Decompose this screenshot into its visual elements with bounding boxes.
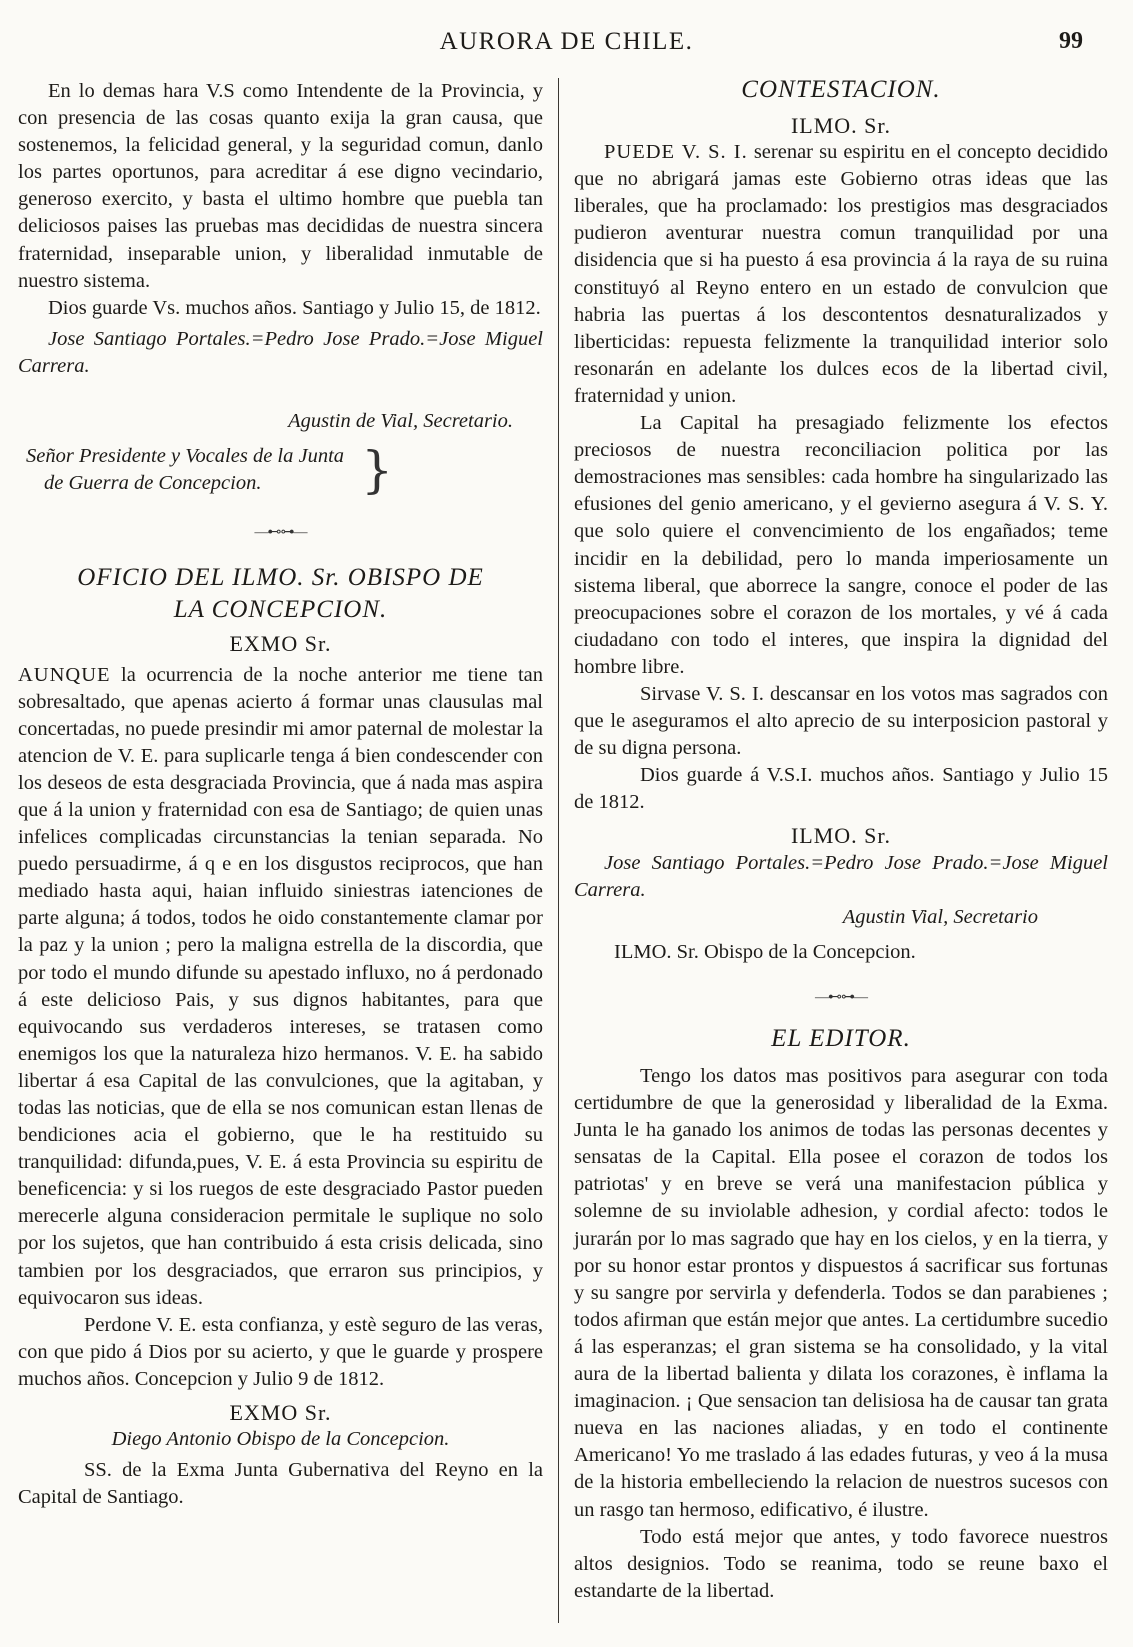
- left-addressee: [18, 441, 543, 500]
- contestacion-heading: CONTESTACION.: [741, 76, 941, 103]
- editor-heading: EL EDITOR.: [771, 1025, 911, 1052]
- editor-paragraph-2: Todo está mejor que antes, y todo favorece nuestros altos designios. Todo se reanima, todo se reune baxo el estandarte de la libertad.: [574, 1525, 1108, 1602]
- salutation: EXMO Sr.: [229, 631, 332, 657]
- editor-paragraph-1: Tengo los datos mas positivos para asegurar con toda certidumbre de que la generosidad y liberalidad de la Exma. Junta le ha ganado los animos de todas las personas decentes y sensatas de la Capital. Ella posee el corazon de todos los patriotas' y en breve se verá una manifestacion pública y solemne de su inviolable adhesion, y cordial afecto: todos le jurarán por lo mas sagrado que hay en los cielos, y en la tierra, y por su honor estar prontos y dispuestos á sacrificar sus fortunas y su sangre por servirla y defenderla. Todos se dan parabienes ; todos afirman que están mejor que antes. La certidumbre sucedio á las esperanzas; el gran sistema se ha consolidado, y la vital aura de la libertad balienta y dilata los corazones, è inflama la imaginacion. ¡ Que sensacion tan delisiosa ha de causar tan grata nueva en las naciones aliadas, y en todo el continente Americano! Yo me traslado á las edades futuras, y veo á la musa de la historia embelleciendo la relacion de nuestros sucesos con un rasgo tan hermoso, edificativo, é ilustre.: [574, 1065, 1108, 1521]
- section-heading-line-2: LA CONCEPCION.: [173, 596, 388, 624]
- right-paragraph-4: Dios guarde á V.S.I. muchos años. Santiago y Julio 15 de 1812.: [574, 764, 1108, 814]
- right-salutation: ILMO. Sr.: [790, 113, 892, 138]
- left-signatures: Jose Santiago Portales.=Pedro Jose Prado.=Jose Miguel Carrera.: [18, 327, 543, 377]
- ornament-divider: —⊷⊶—: [254, 525, 307, 541]
- right-column: [574, 78, 1108, 1605]
- closing-salutation: EXMO Sr.: [229, 1400, 332, 1426]
- body-lead-word: AUNQUE: [18, 663, 111, 686]
- right-paragraph-1-text: serenar su espiritu en el concepto decidido que no abrigará jamas este Gobierno otras ideas que las liberales, que ha proclamado: los prestigios mas desgraciados pudieron aventurar nuestra comun tranquilidad por una disidencia que si ha puesto á esa provincia á la raya de su ruina constituyó al Reyno entero en un estado de convulcion que habria las puertas á los descontentos desnaturalizados y liberticidas: repuesta felizmente la tranquilidad interior solo resonarán en adelante los dulces ecos de la libertad civil, fraternidad y union.: [574, 141, 1108, 407]
- newspaper-title: AURORA DE CHILE.: [439, 28, 694, 55]
- right-paragraph-1: [574, 139, 1108, 410]
- ornament-divider-2: —⊷⊶—: [815, 989, 867, 1005]
- right-secretary: Agustin Vial, Secretario: [842, 905, 1038, 928]
- final-addressee: SS. de la Exma Junta Gubernativa del Reyno en la Capital de Santiago.: [18, 1459, 543, 1509]
- right-paragraph-2: La Capital ha presagiado felizmente los efectos preciosos de nuestra reconciliacion politica por las demostraciones mas sensibles: cada hombre ha singularizado las efusiones del genio americano, y el gevierno asegura á V. S. Y. que solo quiere el convencimiento de los engañados; teme incidir en la debilidad, pero lo manda imperiosamente un sistema liberal, que aborrece la sangre, conoce el poder de las preocupaciones sobre el corazon de los mortales, y vé á cada ciudadano con todo el interes, que inspira la dignidad del hombre libre.: [574, 412, 1108, 678]
- left-column: [18, 78, 543, 1511]
- running-head: [0, 28, 1133, 58]
- left-paragraph-2: Dios guarde Vs. muchos años. Santiago y Julio 15, de 1812.: [48, 296, 541, 319]
- right-paragraph-3: Sirvase V. S. I. descansar en los votos mas sagrados con que le aseguramos el alto aprecio de su interposicion pastoral y de su digna persona.: [574, 682, 1108, 760]
- bishop-letter-body: [18, 662, 543, 1312]
- right-signatures: Jose Santiago Portales.=Pedro Jose Prado.=Jose Miguel Carrera.: [574, 851, 1108, 901]
- right-salutation-2: ILMO. Sr.: [790, 823, 892, 849]
- addressee-line-1: Señor Presidente y Vocales de la Junta: [26, 445, 345, 468]
- brace-icon: }: [361, 441, 393, 500]
- body-text: la ocurrencia de la noche anterior me tiene tan sobresaltado, que apenas acierto á formar unas clausulas mal concertadas, no puede presindir mi amor paternal de molestar la atencion de V. E. para suplicarle tenga á bien condescender con los deseos de esta desgraciada Provincia, que á nada mas aspira que á la union y fraternidad con esa de Santiago; de quien unas infelices complicadas circunstancias la tenian separada. No puedo persuadirme, á q e en los disgustos reciprocos, que han mediado hasta aqui, haian influido siniestras iatenciones de parte alguna; á todos, todos he oido constantemente clamar por la paz y la union ; pero la maligna estrella de la discordia, que por todo el mundo difunde su apestado influxo, no á perdonado á este delicioso Pais, y sus dignos habitantes, para que equivocando sus verdaderos intereses, se tratasen como enemigos los que la naturaleza hizo hermanos. V. E. ha sabido libertar á esa Capital de las convulciones, que la agitaban, y todas las noticias, que de ella se nos comunican estan llenas de bendiciones acia el gobierno, que le ha restituido su tranquilidad: difunda,pues, V. E. á esta Provincia su espiritu de beneficencia: y si los ruegos de este desgraciado Pastor pueden merecerle alguna consideracion permitale le suplique no solo por los sujetos, que han contribuido á esta crisis delicada, sino tambien por los desgraciados, que erraron sus principios, y equivocaron sus ideas.: [18, 663, 543, 1309]
- left-paragraph-1: En lo demas hara V.S como Intendente de la Provincia, y con presencia de las cosas quanto exija la gran causa, que sostenemos, la felicidad general, y la seguridad comun, danlo los partes oportunos, para acreditar á ese digno vecindario, generoso exercito, y basta el ultimo hombre que puebla tan deliciosos paises las pruebas mas decididas de nuestra sincera fraternidad, inseparable union, y liberalidad inmutable de nuestro sistema.: [18, 80, 543, 292]
- bishop-letter-closing: Perdone V. E. esta confianza, y estè seguro de las veras, con que pido á Dios por su acierto, y que le guarde y prospere muchos años. Concepcion y Julio 9 de 1812.: [18, 1313, 543, 1390]
- left-secretary: Agustin de Vial, Secretario.: [288, 410, 513, 433]
- column-divider: [558, 78, 559, 1623]
- right-lead: PUEDE V. S. I.: [604, 141, 748, 164]
- page-number: 99: [1059, 28, 1083, 54]
- bishop-signature: Diego Antonio Obispo de la Concepcion.: [111, 1428, 450, 1451]
- section-heading-line-1: OFICIO DEL ILMO. Sr. OBISPO DE: [77, 564, 484, 592]
- addressee-line-2: de Guerra de Concepcion.: [44, 472, 262, 495]
- right-addressee: ILMO. Sr. Obispo de la Concepcion.: [614, 940, 916, 963]
